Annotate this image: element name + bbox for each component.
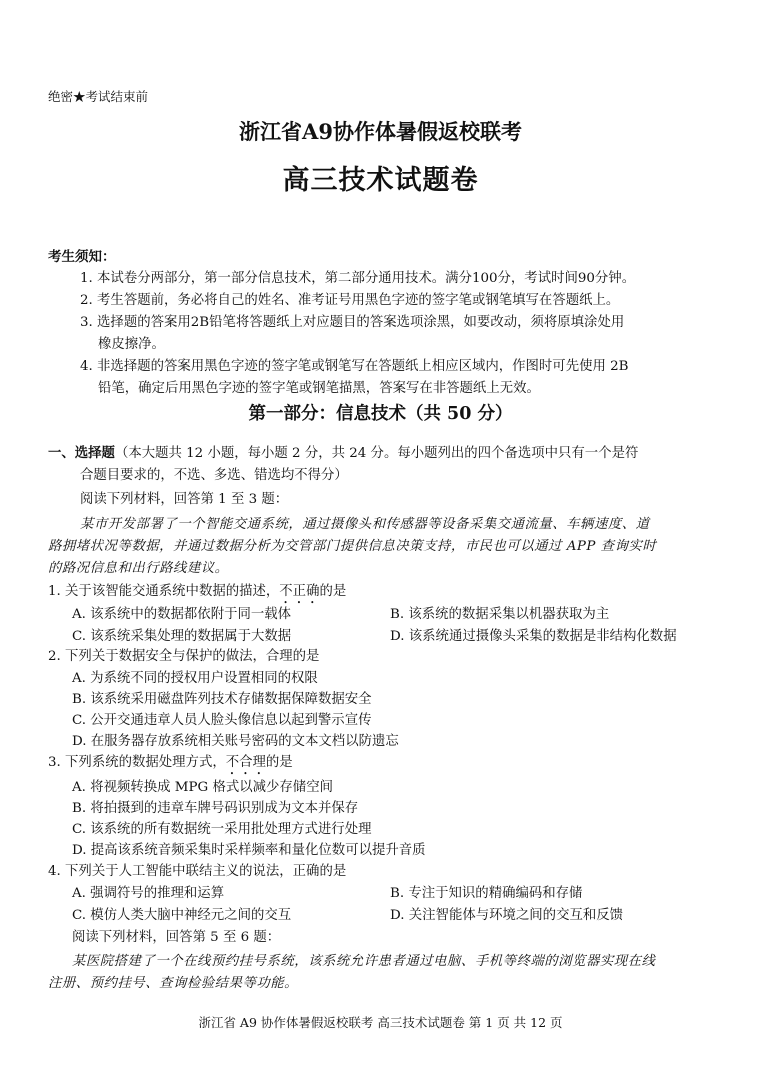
part-heading: 第一部分：信息技术（共 50 分）	[248, 404, 513, 424]
exam-title: 浙江省A9协作体暑假返校联考	[239, 119, 522, 144]
question-stem: 2. 下列关于数据安全与保护的做法，合理的是	[48, 649, 320, 664]
notice-item: 1. 本试卷分两部分，第一部分信息技术，第二部分通用技术。满分100分，考试时间90分钟。	[80, 271, 636, 286]
option-c: C. 该系统采集处理的数据属于大数据	[72, 629, 292, 644]
option-b: B. 该系统的数据采集以机器获取为主	[390, 607, 610, 622]
notice-item: 3. 选择题的答案用2B铅笔将答题纸上对应题目的答案选项涂黑，如要改动，须将原填涂处用	[80, 315, 625, 330]
stem-emphasis: 不合理	[225, 755, 266, 770]
option-b: B. 专注于知识的精确编码和存储	[390, 886, 583, 901]
option-a: A. 为系统不同的授权用户设置相同的权限	[72, 671, 318, 686]
material-line: 的路况信息和出行路线建议。	[48, 561, 229, 576]
option-c: C. 模仿人类大脑中神经元之间的交互	[72, 908, 292, 923]
stem-emphasis: 不正确	[279, 584, 320, 599]
material-line: 某医院搭建了一个在线预约挂号系统，该系统允许患者通过电脑、手机等终端的浏览器实现在线	[72, 954, 656, 969]
notice-item: 铅笔，确定后用黑色字迹的签字笔或钢笔描黑，答案写在非答题纸上无效。	[98, 381, 540, 396]
question-stem	[48, 751, 293, 778]
option-a: A. 该系统中的数据都依附于同一载体	[72, 607, 292, 622]
stem-text: 1. 关于该智能交通系统中数据的描述，	[48, 584, 280, 599]
paper-title: 高三技术试题卷	[282, 165, 479, 196]
option-a: A. 将视频转换成 MPG 格式以减少存储空间	[72, 780, 333, 795]
option-d: D. 提高该系统音频采集时采样频率和量化位数可以提升音质	[72, 843, 426, 858]
page-footer: 浙江省 A9 协作体暑假返校联考 高三技术试题卷 第 1 页 共 12 页	[198, 1015, 563, 1030]
option-b: B. 该系统采用磁盘阵列技术存储数据保障数据安全	[72, 692, 372, 707]
stem-text: 的是	[319, 584, 347, 599]
notice-item: 橡皮擦净。	[98, 337, 165, 352]
option-b: B. 将拍摄到的违章车牌号码识别成为文本并保存	[72, 801, 359, 816]
option-a: A. 强调符号的推理和运算	[72, 886, 225, 901]
section-desc: （本大题共 12 小题，每小题 2 分，共 24 分。每小题列出的四个备选项中只有一个是符	[114, 446, 639, 461]
read-instruction: 阅读下列材料，回答第 5 至 6 题：	[72, 930, 281, 945]
option-d: D. 关注智能体与环境之间的交互和反馈	[390, 908, 624, 923]
section-desc-cont: 合题目要求的，不选、多选、错选均不得分）	[80, 468, 348, 483]
confidential-label: 绝密★考试结束前	[48, 89, 149, 104]
read-instruction: 阅读下列材料，回答第 1 至 3 题：	[80, 492, 289, 507]
option-d: D. 在服务器存放系统相关账号密码的文本文档以防遗忘	[72, 734, 399, 749]
notice-item: 4. 非选择题的答案用黑色字迹的签字笔或钢笔写在答题纸上相应区域内，作图时可先使用 2B	[80, 359, 629, 374]
notice-heading: 考生须知：	[48, 249, 116, 265]
material-line: 某市开发部署了一个智能交通系统，通过摄像头和传感器等设备采集交通流量、车辆速度、道	[80, 517, 650, 532]
option-c: C. 公开交通违章人员人脸头像信息以起到警示宣传	[72, 713, 372, 728]
section-intro	[48, 442, 638, 461]
question-stem: 4. 下列关于人工智能中联结主义的说法，正确的是	[48, 864, 347, 879]
option-d: D. 该系统通过摄像头采集的数据是非结构化数据	[390, 629, 677, 644]
notice-item: 2. 考生答题前，务必将自己的姓名、准考证号用黑色字迹的签字笔或钢笔填写在答题纸上。	[80, 293, 620, 308]
option-c: C. 该系统的所有数据统一采用批处理方式进行处理	[72, 822, 372, 837]
stem-text: 3. 下列系统的数据处理方式，	[48, 755, 226, 770]
section-label: 一、选择题	[48, 445, 115, 461]
stem-text: 的是	[265, 755, 293, 770]
material-line: 注册、预约挂号、查询检验结果等功能。	[48, 976, 299, 991]
material-line: 路拥堵状况等数据，并通过数据分析为交管部门提供信息决策支持，市民也可以通过 APP 查询实时	[48, 539, 657, 554]
